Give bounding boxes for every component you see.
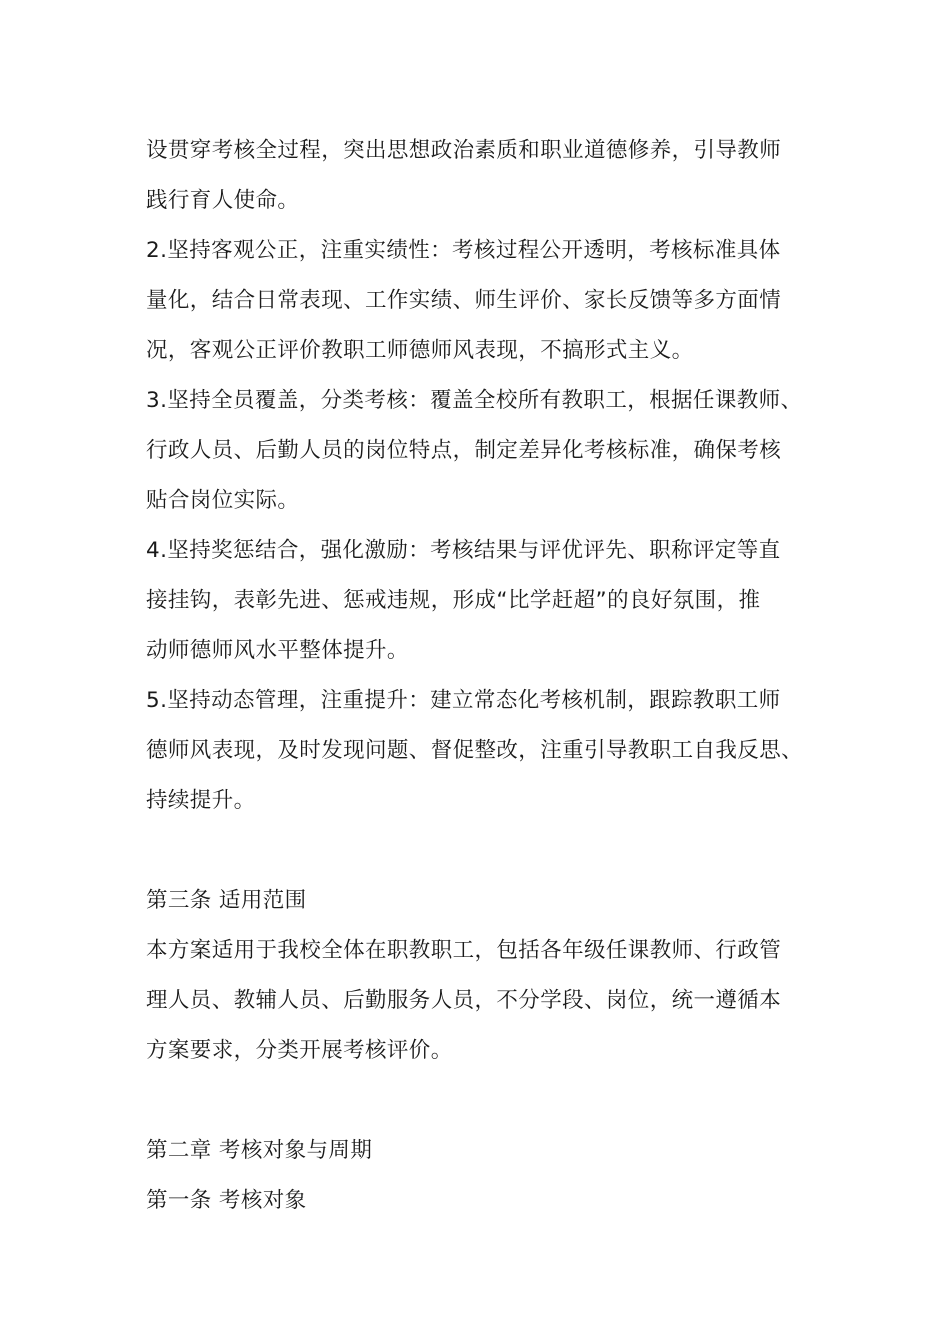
paragraph-line: 方案要求，分类开展考核评价。	[146, 1038, 453, 1063]
paragraph-line: 理人员、教辅人员、后勤服务人员，不分学段、岗位，统一遵循本	[146, 988, 782, 1013]
paragraph-line: 行政人员、后勤人员的岗位特点，制定差异化考核标准，确保考核	[146, 438, 782, 463]
paragraph	[146, 526, 810, 676]
heading-text: 第一条 考核对象	[146, 1188, 307, 1213]
section-heading	[146, 876, 810, 926]
paragraph	[146, 926, 810, 1076]
document-body	[146, 126, 810, 1226]
paragraph	[146, 376, 810, 526]
section-heading	[146, 1176, 810, 1226]
blank-line	[146, 1076, 810, 1126]
paragraph-line: 本方案适用于我校全体在职教职工，包括各年级任课教师、行政管	[146, 938, 782, 963]
paragraph-line: 践行育人使命。	[146, 188, 300, 213]
paragraph-line: 接挂钩，表彰先进、惩戒违规，形成“比学赶超”的良好氛围，推	[146, 588, 761, 613]
paragraph	[146, 226, 810, 376]
paragraph-line: 动师德师风水平整体提升。	[146, 638, 409, 663]
blank-line	[146, 826, 810, 876]
paragraph-line: 5.坚持动态管理，注重提升：建立常态化考核机制，跟踪教职工师	[146, 688, 781, 713]
paragraph-line: 况，客观公正评价教职工师德师风表现，不搞形式主义。	[146, 338, 694, 363]
paragraph-line: 设贯穿考核全过程，突出思想政治素质和职业道德修养，引导教师	[146, 138, 782, 163]
paragraph	[146, 126, 810, 226]
heading-text: 第二章 考核对象与周期	[146, 1138, 373, 1163]
paragraph	[146, 676, 810, 826]
section-heading	[146, 1126, 810, 1176]
paragraph-line: 贴合岗位实际。	[146, 488, 300, 513]
paragraph-line: 德师风表现，及时发现问题、督促整改，注重引导教职工自我反思、	[146, 738, 804, 763]
heading-text: 第三条 适用范围	[146, 888, 307, 913]
paragraph-line: 4.坚持奖惩结合，强化激励：考核结果与评优评先、职称评定等直	[146, 538, 781, 563]
paragraph-line: 2.坚持客观公正，注重实绩性：考核过程公开透明，考核标准具体	[146, 238, 781, 263]
paragraph-line: 3.坚持全员覆盖，分类考核：覆盖全校所有教职工，根据任课教师、	[146, 388, 803, 413]
paragraph-line: 量化，结合日常表现、工作实绩、师生评价、家长反馈等多方面情	[146, 288, 782, 313]
paragraph-line: 持续提升。	[146, 788, 256, 813]
